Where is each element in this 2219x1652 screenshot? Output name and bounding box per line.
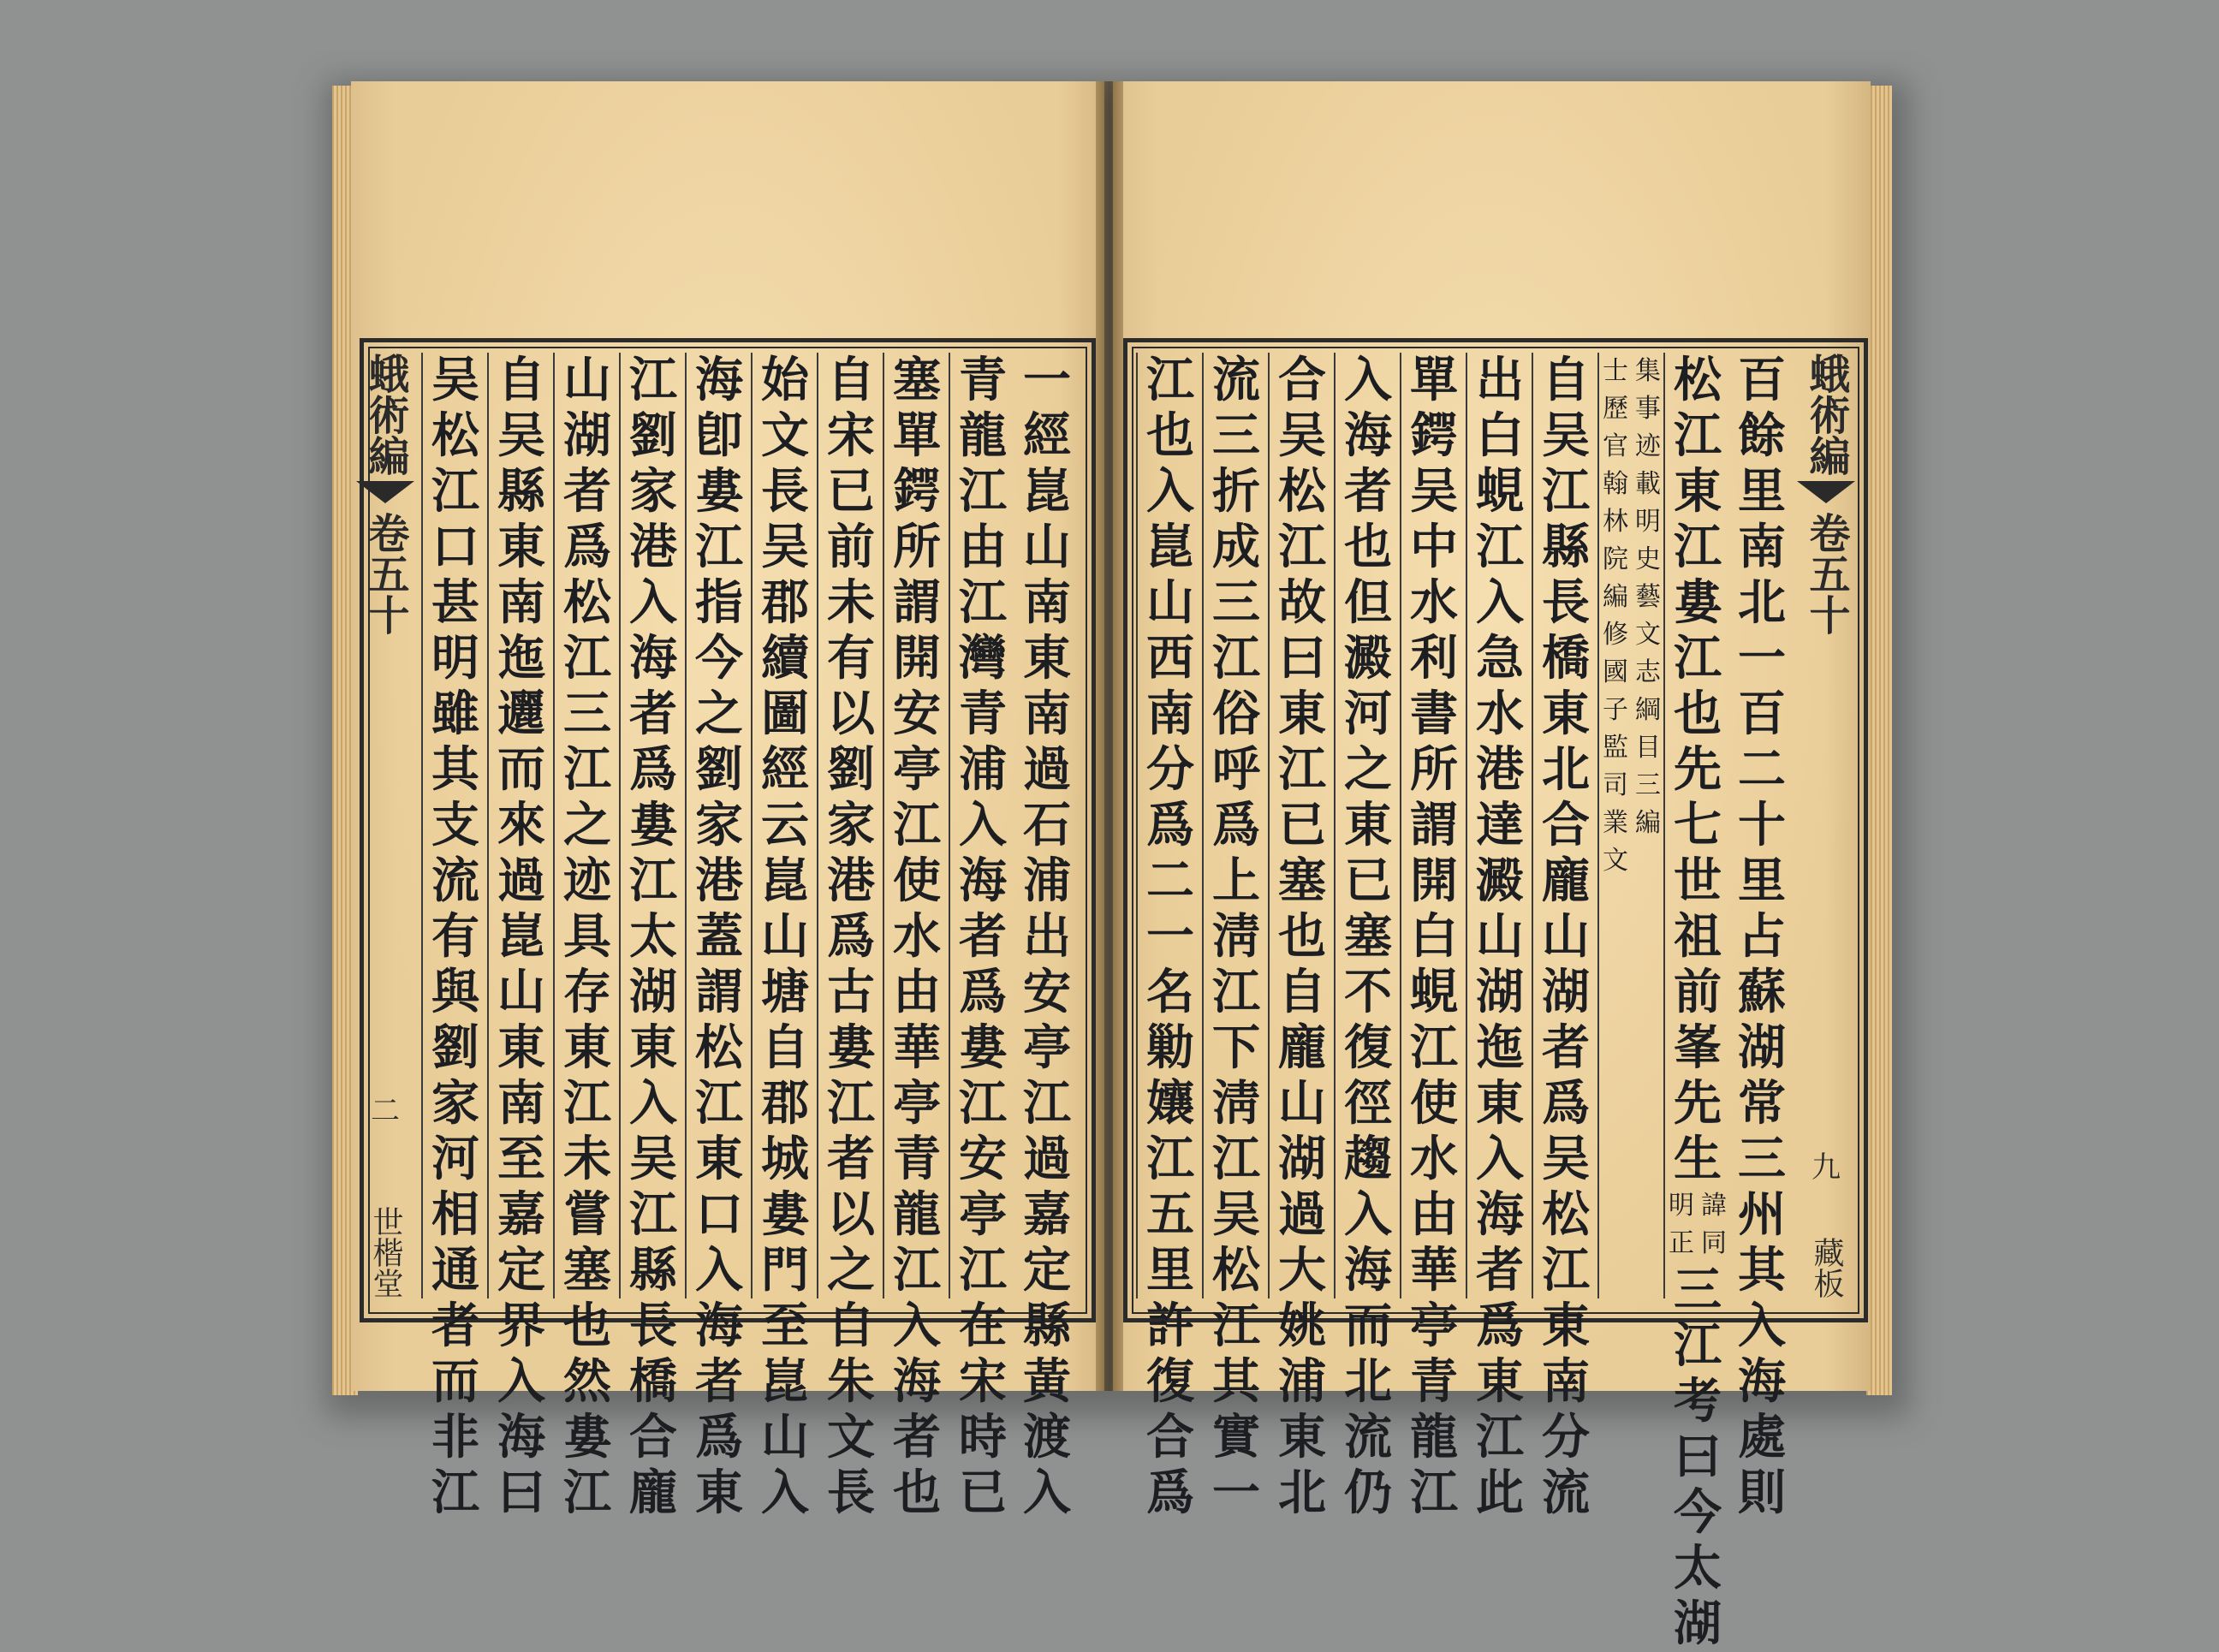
right-margin-heading bbox=[1796, 353, 1856, 1298]
text-column: 江 劉 家 港 入 海 者 爲 婁 江 太 湖 東 入 吴 江 縣 長 橋 合 龐 bbox=[619, 353, 686, 1298]
left-page-number: 二 bbox=[371, 1094, 400, 1128]
text-column: 始 文 長 吴 郡 續 圖 經 云 崑 山 塘 自 郡 城 婁 門 至 崑 山 入 bbox=[751, 353, 818, 1298]
text-column: 江 也 入 崑 山 西 南 分 爲 二 一 名 勦 孃 江 五 里 許 復 合 爲 bbox=[1136, 353, 1203, 1298]
annotation-note: 明 正 諱 同 bbox=[1669, 1191, 1727, 1258]
left-publisher: 世楷堂 bbox=[368, 1206, 403, 1298]
text-column: 吴 松 江 口 甚 明 雖 其 支 流 有 與 劉 家 河 相 通 者 而 非 江 bbox=[421, 353, 488, 1298]
text-column: 松 江 東 江 婁 江 也 先 七 世 祖 前 峯 先 生 明 正 諱 同 三 江 考 曰 今 太 湖 bbox=[1663, 353, 1730, 1298]
text-column: 自 宋 已 前 未 有 以 劉 家 港 爲 古 婁 江 者 以 之 自 朱 文 長 bbox=[817, 353, 883, 1298]
right-book-title: 蛾術編 bbox=[1802, 353, 1850, 476]
left-book-title: 蛾術編 bbox=[361, 353, 409, 476]
text-column: 流 三 折 成 三 江 俗 呼 爲 上 淸 江 下 淸 江 吴 松 江 其 實 一 bbox=[1202, 353, 1269, 1298]
left-volume: 卷五十 bbox=[361, 512, 409, 635]
text-column: 青 龍 江 由 江 灣 青 浦 入 海 者 爲 婁 江 安 亭 江 在 宋 時 已 bbox=[949, 353, 1015, 1298]
book-gutter bbox=[1096, 81, 1123, 1391]
text-column: 百 餘 里 南 北 一 百 二 十 里 占 蘇 湖 常 三 州 其 入 海 處 則 bbox=[1738, 352, 1786, 1521]
text-column: 山 湖 者 爲 松 江 三 江 之 迹 具 存 東 江 未 嘗 塞 也 然 婁 江 bbox=[553, 353, 620, 1298]
text-column: 入 海 者 也 但 澱 河 之 東 已 塞 不 復 徑 趨 入 海 而 北 流 仍 bbox=[1334, 353, 1401, 1298]
right-page-number: 九 bbox=[1811, 1150, 1841, 1185]
annotation-column: 士 歷 官 翰 林 院 編 修 國 子 監 司 業 文 集 事 迹 載 明 史 藝 文 志 綱 目 三 編 bbox=[1597, 353, 1664, 1298]
text-column: 單 鍔 吴 中 水 利 書 所 謂 開 白 蜆 江 使 水 由 華 亭 青 龍 江 bbox=[1400, 353, 1466, 1298]
text-column: 自 吴 江 縣 長 橋 東 北 合 龐 山 湖 者 爲 吴 松 江 東 南 分 流 bbox=[1532, 353, 1598, 1298]
text-column: 海 卽 婁 江 指 今 之 劉 家 港 蓋 謂 松 江 東 口 入 海 者 爲 東 bbox=[685, 353, 752, 1298]
right-volume: 卷五十 bbox=[1802, 512, 1850, 635]
text-column: 自 吴 縣 東 南 迤 邐 而 來 過 崑 山 東 南 至 嘉 定 界 入 海 曰 bbox=[487, 353, 554, 1298]
text-column: 出 白 蜆 江 入 急 水 港 達 澱 山 湖 迤 東 入 海 者 爲 東 江 此 bbox=[1466, 353, 1532, 1298]
text-column: 合 吴 松 江 故 曰 東 江 已 塞 也 自 龐 山 湖 過 大 姚 浦 東 北 bbox=[1268, 353, 1335, 1298]
text-column: 塞 單 鍔 所 謂 開 安 亭 江 使 水 由 華 亭 青 龍 江 入 海 者 也 bbox=[883, 353, 949, 1298]
fish-tail-mark-right bbox=[1797, 481, 1855, 503]
left-margin-heading bbox=[355, 353, 415, 1298]
text-column: 一 經 崑 山 南 東 南 過 石 浦 出 安 亭 江 過 嘉 定 縣 黃 渡 入 bbox=[1023, 352, 1071, 1521]
fish-tail-mark-left bbox=[356, 481, 414, 503]
right-block-mark: 藏板 bbox=[1809, 1237, 1844, 1298]
